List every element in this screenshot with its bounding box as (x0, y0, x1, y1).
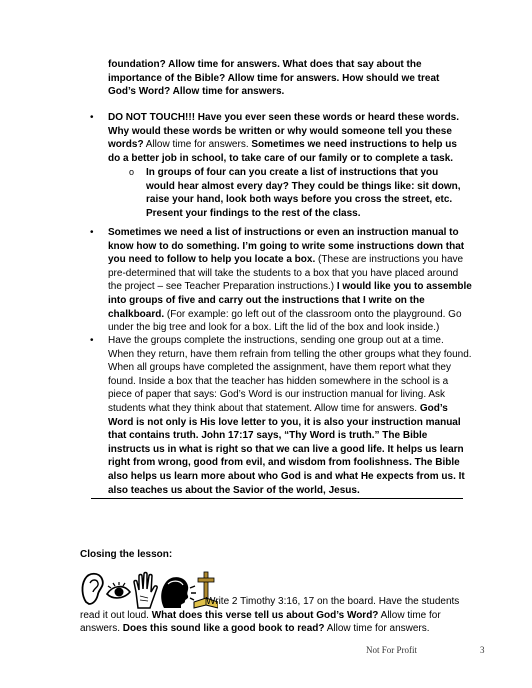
bullet-paragraph-instruction-manual: Sometimes we need a list of instructions or even an instruction manual to know how to do something. I’m going to write some instructions down that you need to follow to help you locate a box. (These are instructions you have pre-determined that will take the students to a box that you have placed around the project – see Teacher Preparation instructions.) I would like you to assemble into groups of five and carry out the instructions that I write on the chalkboard. (For example: go left out of the classroom onto the playground. Go under the big tree and look for a box. Lift the lid of the box and look inside.) (108, 227, 472, 334)
sub-bullet-marker: o (129, 167, 135, 177)
bullet-marker: • (90, 227, 94, 238)
continuation-paragraph: foundation? Allow time for answers. What does that say about the importance of the Bible? Allow time for answers. How should we treat God’s Word? Allow time for answers. (108, 59, 440, 98)
bullet-paragraph-gods-word: Have the groups complete the instructions, sending one group out at a time. When they return, have them refrain from telling the other groups what they found. When all groups have completed the assignment, have them report what they found. Inside a box that the teacher has hidden somewhere in the school is a piece of paper that says: God’s Word is our instruction manual for living. Ask students what they think about that statement. Allow time for answers. God’s Word is not only is His love letter to you, it is also your instruction manual that contains truth. John 17:17 says, “Thy Word is truth.” The Bible instructs us in what is right so that we can live a good life. It helps us learn right from wrong, good from evil, and wisdom from foolishness. The Bible also helps us learn more about who God is and what He expects from us. It also teaches us about the Savior of the world, Jesus. (108, 335, 472, 496)
bullet-marker: • (90, 112, 94, 123)
bullet-marker: • (90, 335, 94, 346)
sub-bullet-paragraph-groups-of-four: In groups of four can you create a list of instructions that you would hear almost every day? They could be things like: sit down, raise your hand, look both ways before you cross the street, etc. Present your findings to the rest of the class. (146, 167, 461, 219)
closing-heading: Closing the lesson: (80, 549, 173, 560)
closing-paragraph: Write 2 Timothy 3:16, 17 on the board. Have the students read it out loud. What does this verse tell us about God’s Word? Allow time for answers. Does this sound like a good book to read? Allow time for answers. (80, 596, 460, 635)
section-divider (91, 498, 463, 499)
page-number: 3 (480, 645, 485, 655)
footer-note: Not For Profit (366, 645, 418, 655)
bullet-paragraph-do-not-touch: DO NOT TOUCH!!! Have you ever seen these words or heard these words. Why would these words be written or why would someone tell you these words? Allow time for answers. Sometimes we need instructions to help us do a better job in school, to take care of our family or to complete a task. (108, 112, 460, 164)
